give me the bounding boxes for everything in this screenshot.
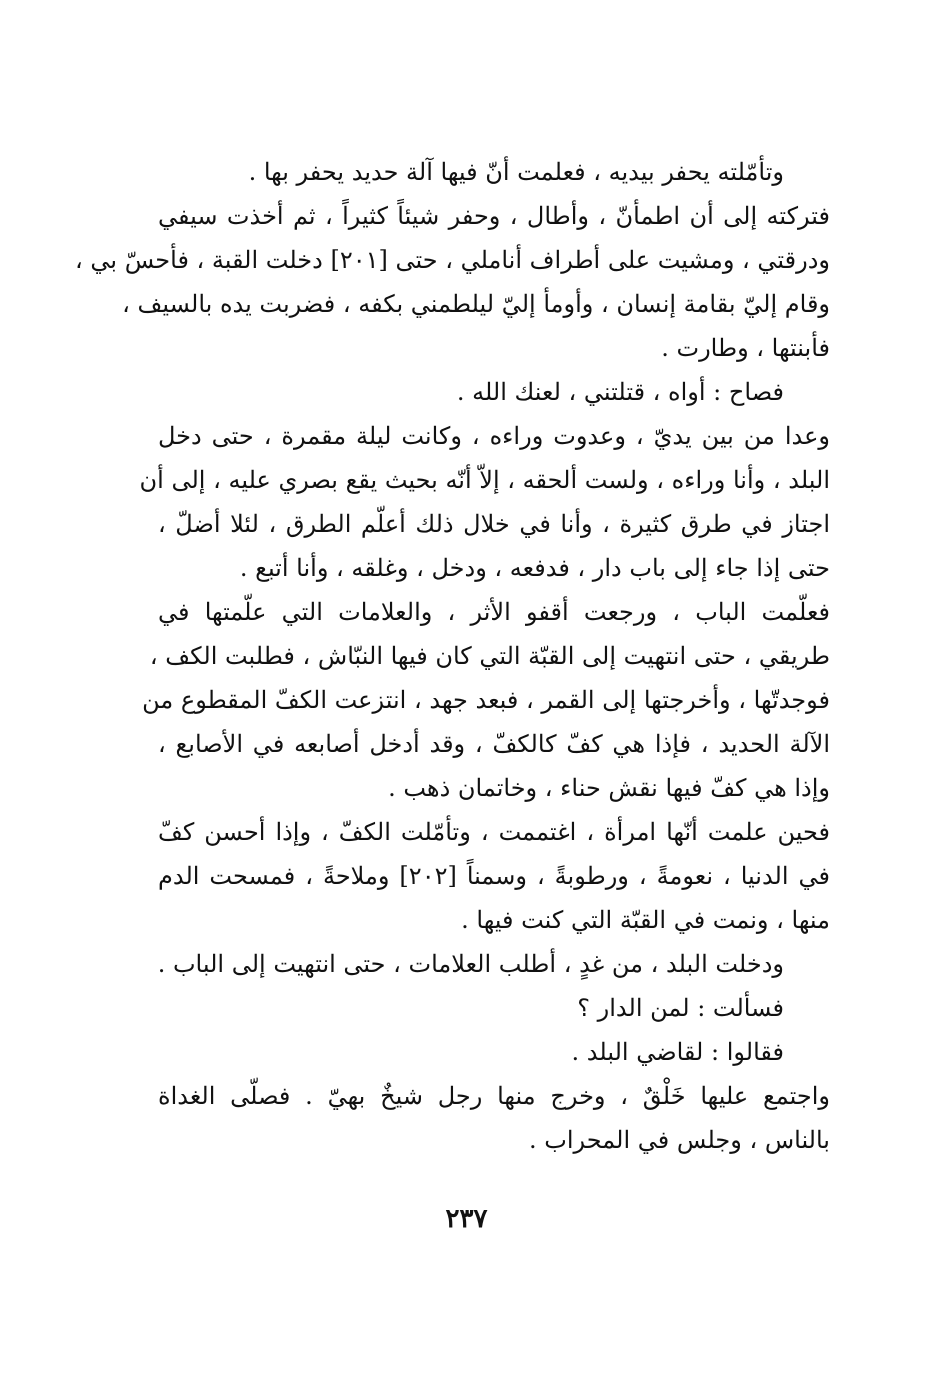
text-line: فقالوا : لقاضي البلد . (571, 1038, 784, 1066)
text-line: فوجدتّها ، وأخرجتها إلى القمر ، فبعد جهد ، انتزعت الكفّ المقطوع من (142, 686, 830, 714)
text-line: فتركته إلى أن اطمأنّ ، وأطال ، وحفر شيئاً كثيراً ، ثم أخذت سيفي (158, 202, 830, 230)
text-line: فصاح : أواه ، قتلتني ، لعنك الله . (456, 378, 784, 406)
text-line: منها ، ونمت في القبّة التي كنت فيها . (461, 906, 830, 934)
text-line: ودخلت البلد ، من غدٍ ، أطلب العلامات ، حتى انتهيت إلى الباب . (157, 950, 784, 978)
page-number: ٢٣٧ (445, 1204, 488, 1234)
text-line: وعدا من بين يديّ ، وعدوت وراءه ، وكانت ليلة مقمرة ، حتى دخل (158, 422, 830, 450)
text-line: وقام إليّ بقامة إنسان ، وأومأ إليّ ليلطمني بكفه ، فضربت يده بالسيف ، (122, 290, 830, 318)
text-line: فسألت : لمن الدار ؟ (577, 994, 784, 1022)
text-line: بالناس ، وجلس في المحراب . (529, 1126, 830, 1154)
text-line: وإذا هي كفّ فيها نقش حناء ، وخاتمان ذهب . (388, 774, 830, 802)
text-line: حتى إذا جاء إلى باب دار ، فدفعه ، ودخل ، وغلقه ، وأنا أتبع . (239, 554, 830, 582)
text-line: الآلة الحديد ، فإذا هي كفّ كالكفّ ، وقد أدخل أصابعه في الأصابع ، (158, 730, 830, 758)
text-line: واجتمع عليها خَلْقٌ ، وخرج منها رجل شيخٌ بهيّ . فصلّى الغداة (158, 1082, 830, 1110)
text-line: فأبنتها ، وطارت . (661, 334, 830, 362)
text-line: في الدنيا ، نعومةً ، ورطوبةً ، وسمناً [٢٠٢] وملاحةً ، فمسحت الدم (158, 862, 830, 890)
text-line: ودرقتي ، ومشيت على أطراف أناملي ، حتى [٢٠١] دخلت القبة ، فأحسّ بي ، (75, 246, 830, 274)
text-line: طريقي ، حتى انتهيت إلى القبّة التي كان فيها النبّاش ، فطلبت الكف ، (149, 642, 830, 670)
text-line: وتأمّلته يحفر بيديه ، فعلمت أنّ فيها آلة حديد يحفر بها . (248, 158, 784, 186)
text-line: فحين علمت أنّها امرأة ، اغتممت ، وتأمّلت الكفّ ، وإذا أحسن كفّ (158, 818, 830, 846)
text-line: فعلّمت الباب ، ورجعت أقفو الأثر ، والعلامات التي علّمتها في (158, 598, 830, 626)
text-line: اجتاز في طرق كثيرة ، وأنا في خلال ذلك أعلّم الطرق ، لئلا أضلّ ، (158, 510, 830, 538)
text-line: البلد ، وأنا وراءه ، ولست ألحقه ، إلاّ أنّه بحيث يقع بصري عليه ، إلى أن (139, 466, 830, 494)
